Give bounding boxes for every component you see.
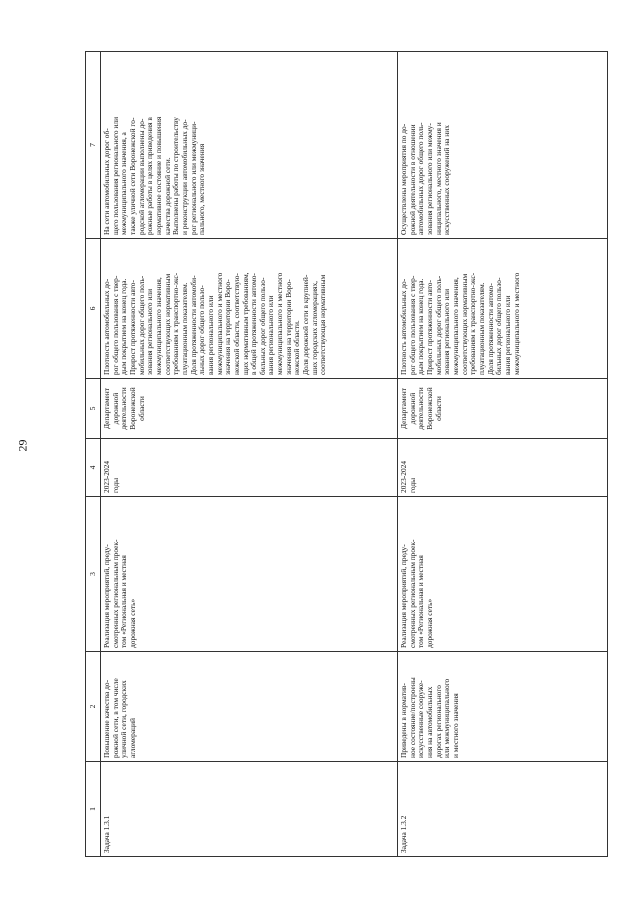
result-cell: На сети автомобильных дорог об- щего пользования регионального или межмуниципального значения, а также уличной сети Воронежской го- родской агломерации выполнены до- рожные работы в целях приведения в нормативное состояние и повышения качества дорожной сети. Выполнены работы по строительству и реконструкции автомобильных до- рог регионального или межмуници- пального, местного значения [101, 52, 398, 239]
task-cell: Задача 1.3.1 [101, 762, 398, 857]
measure-cell: Реализация мероприятий, преду- смотренных региональным проек- том «Региональная и местная дорожная сеть» [101, 497, 398, 652]
result-cell: Осуществлены мероприятия по до- рожной деятельности в отношении автомобильных дорог общего поль- зования регионального или межму- ниципального, местного значения и искусственных сооружений на них [398, 52, 608, 239]
header-col-2: 2 [86, 652, 101, 762]
period-cell: 2023-2024 годы [398, 439, 608, 497]
header-col-3: 3 [86, 497, 101, 652]
executor-cell: Департамент дорожной деятельности Воронежской области [398, 379, 608, 439]
goal-cell: Приведены в норматив- ное состояние/построены искусственные сооруже- ния на автомобильных дорогах регионального или межмуниципального и местного значения [398, 652, 608, 762]
header-col-1: 1 [86, 762, 101, 857]
goal-cell: Повышение качества до- рожной сети, в том числе уличной сети, городских агломераций [101, 652, 398, 762]
indicators-cell: Плотность автомобильных до- рог общего пользования с твер- дым покрытием на конец года. Прирост протяженности авто- мобильных дорог общего поль- зования регионального или межмуниципального значения, соответствующих нормативным требованиям к транспортно-экс- плуатационным показателям. Доля протяженности автомо- бильных дорог общего пользо- вания регионального или межмуниципального и местного [398, 239, 608, 379]
header-col-4: 4 [86, 439, 101, 497]
task-cell: Задача 1.3.2 [398, 762, 608, 857]
table-row [101, 52, 398, 857]
measure-cell: Реализация мероприятий, преду- смотренных региональным проек- том «Региональная и местная дорожная сеть» [398, 497, 608, 652]
indicators-cell: Плотность автомобильных до- рог общего пользования с твер- дым покрытием на конец года. Прирост протяженности авто- мобильных дорог общего поль- зования регионального или межмуниципального значения, соответствующих нормативным требованиям к транспортно-экс- плуатационным показателям. Доля протяженности автомоби- льных дорог общего пользо- вания регионального или межмуниципального и местного значения на территории Воро- нежской области, соответствую- щих нормативным требованиям, в общей протяженности автомо- бильных дорог общего пользо- вания регионального или межмуниципального и местного значения на территории Воро- нежской области. Доля дорожной сети в крупней- ших городских агломерациях, соответствующая нормативным [101, 239, 398, 379]
table-row [398, 52, 608, 857]
page-number: 29 [15, 439, 30, 452]
period-cell: 2023-2024 годы [101, 439, 398, 497]
rotated-table-container [85, 52, 613, 857]
header-col-7: 7 [86, 52, 101, 239]
executor-cell: Департамент дорожной деятельности Воронежской области [101, 379, 398, 439]
header-col-6: 6 [86, 239, 101, 379]
header-row [86, 52, 101, 857]
measures-table [85, 51, 608, 857]
header-col-5: 5 [86, 379, 101, 439]
